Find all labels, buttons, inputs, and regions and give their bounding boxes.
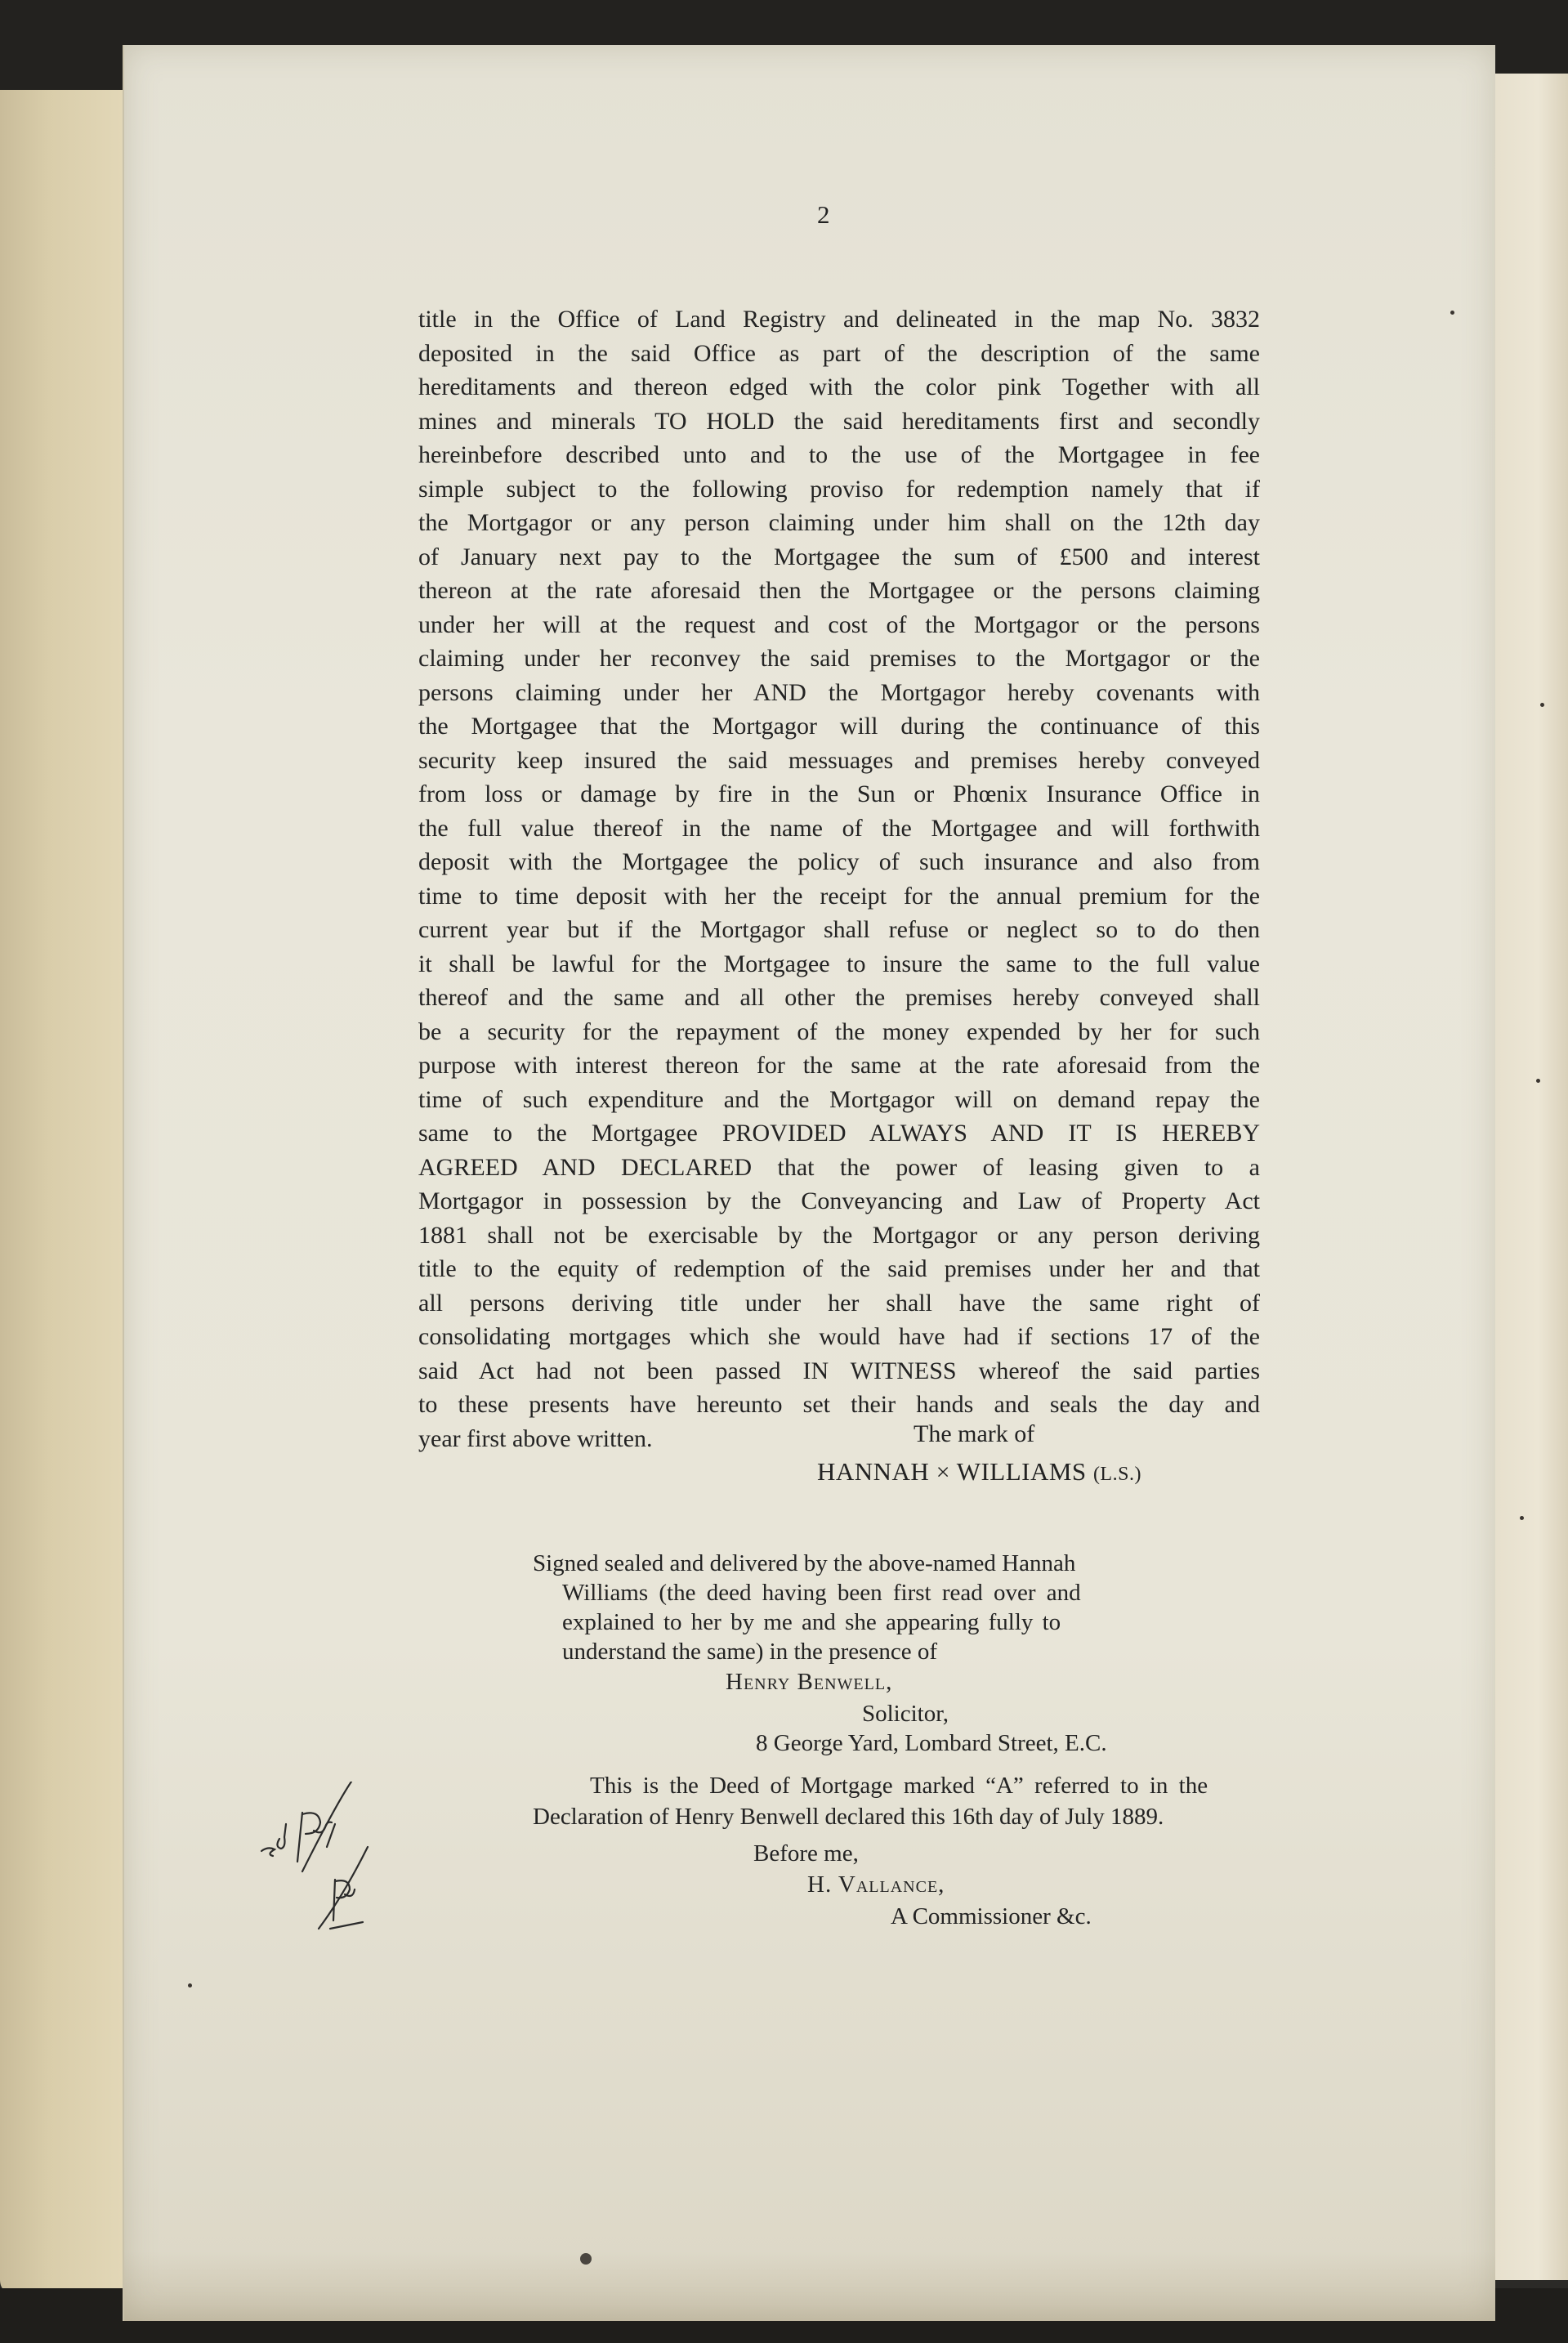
body-text-line: year first above written. <box>418 1424 653 1452</box>
signature-line <box>817 1457 1141 1487</box>
signer-last-name: WILLIAMS <box>956 1457 1087 1486</box>
body-text-line: persons claiming under her AND the Mortgagor hereby covenants with <box>418 678 1260 706</box>
paper-blemish <box>1536 1079 1540 1083</box>
mark-label: The mark of <box>914 1420 1035 1447</box>
body-text-line: consolidating mortgages which she would have had if sections 17 of the <box>418 1323 1260 1350</box>
body-text-line: AGREED AND DECLARED that the power of leasing given to a <box>418 1153 1260 1181</box>
page-shadow <box>124 2251 1495 2321</box>
body-text-line: security keep insured the said messuages and premises hereby conveyed <box>418 746 1260 774</box>
declaration-line: This is the Deed of Mortgage marked “A” referred to in the <box>590 1773 1208 1799</box>
paper-blemish <box>1520 1516 1524 1520</box>
body-text-line: the Mortgagee that the Mortgagor will during the continuance of this <box>418 713 1260 740</box>
commissioner-name: H. Vallance, <box>807 1871 945 1898</box>
paper-blemish <box>580 2253 592 2265</box>
body-text-line: current year but if the Mortgagor shall refuse or neglect so to do then <box>418 916 1260 943</box>
body-text-line: simple subject to the following proviso for redemption namely that if <box>418 475 1260 503</box>
attestation-line: explained to her by me and she appearing fully to <box>562 1609 1061 1635</box>
next-page-edge <box>1487 74 1568 2280</box>
declaration-line: Declaration of Henry Benwell declared this 16th day of July 1889. <box>533 1804 1164 1830</box>
body-text-line: mines and minerals TO HOLD the said hereditaments first and secondly <box>418 407 1260 435</box>
paper-blemish <box>188 1983 192 1988</box>
paper-blemish <box>1450 311 1454 315</box>
handwritten-initials <box>253 1782 417 1937</box>
body-text-line: of January next pay to the Mortgagee the sum of £500 and interest <box>418 543 1260 570</box>
body-text-line: to these presents have hereunto set their hands and seals the day and <box>418 1391 1260 1418</box>
body-text-line: the Mortgagor or any person claiming under him shall on the 12th day <box>418 509 1260 536</box>
body-text-line: claiming under her reconvey the said premises to the Mortgagor or the <box>418 645 1260 672</box>
attestation-line: understand the same) in the presence of <box>562 1639 937 1665</box>
signer-first-name: HANNAH <box>817 1457 930 1486</box>
body-text-line: the full value thereof in the name of the Mortgagee and will forthwith <box>418 814 1260 842</box>
witness-name: Henry Benwell, <box>726 1669 893 1695</box>
body-text-line: under her will at the request and cost of the Mortgagor or the persons <box>418 610 1260 638</box>
witness-title: Solicitor, <box>862 1701 949 1727</box>
body-text-line: time to time deposit with her the receipt for the annual premium for the <box>418 882 1260 910</box>
body-text-line: thereon at the rate aforesaid then the Mortgagee or the persons claiming <box>418 577 1260 604</box>
attestation-line: Signed sealed and delivered by the above-named Hannah <box>533 1550 1076 1576</box>
body-text-line: said Act had not been passed IN WITNESS whereof the said parties <box>418 1357 1260 1384</box>
body-text-line: Mortgagor in possession by the Conveyancing and Law of Property Act <box>418 1187 1260 1214</box>
body-text-line: time of such expenditure and the Mortgagor will on demand repay the <box>418 1085 1260 1113</box>
body-text-line: 1881 shall not be exercisable by the Mortgagor or any person deriving <box>418 1221 1260 1249</box>
body-text-line: deposit with the Mortgagee the policy of such insurance and also from <box>418 848 1260 875</box>
body-text-line: title in the Office of Land Registry and delineated in the map No. 3832 <box>418 306 1260 333</box>
previous-page-edge <box>0 90 123 2296</box>
before-me: Before me, <box>753 1840 859 1867</box>
body-text-line: same to the Mortgagee PROVIDED ALWAYS AND IT IS HEREBY <box>418 1120 1260 1147</box>
body-text-line: be a security for the repayment of the money expended by her for such <box>418 1017 1260 1045</box>
commissioner-title: A Commissioner &c. <box>891 1903 1092 1929</box>
paper-blemish <box>1540 703 1544 707</box>
body-text-line: hereditaments and thereon edged with the color pink Together with all <box>418 373 1260 400</box>
seal-mark: (L.S.) <box>1092 1464 1141 1485</box>
body-text-line: from loss or damage by fire in the Sun or Phœnix Insurance Office in <box>418 780 1260 807</box>
body-text-line: hereinbefore described unto and to the use of the Mortgagee in fee <box>418 441 1260 468</box>
body-text-line: deposited in the said Office as part of the description of the same <box>418 339 1260 367</box>
page-number: 2 <box>817 200 830 229</box>
body-text-line: thereof and the same and all other the premises hereby conveyed shall <box>418 984 1260 1011</box>
witness-address: 8 George Yard, Lombard Street, E.C. <box>756 1730 1107 1756</box>
body-text-line: it shall be lawful for the Mortgagee to insure the same to the full value <box>418 950 1260 977</box>
body-text-line: title to the equity of redemption of the said premises under her and that <box>418 1255 1260 1282</box>
attestation-line: Williams (the deed having been first read over and <box>562 1580 1081 1606</box>
body-text-line: purpose with interest thereon for the same at the rate aforesaid from the <box>418 1052 1260 1079</box>
body-text-line: all persons deriving title under her shall have the same right of <box>418 1289 1260 1317</box>
cross-mark: × <box>936 1459 950 1486</box>
